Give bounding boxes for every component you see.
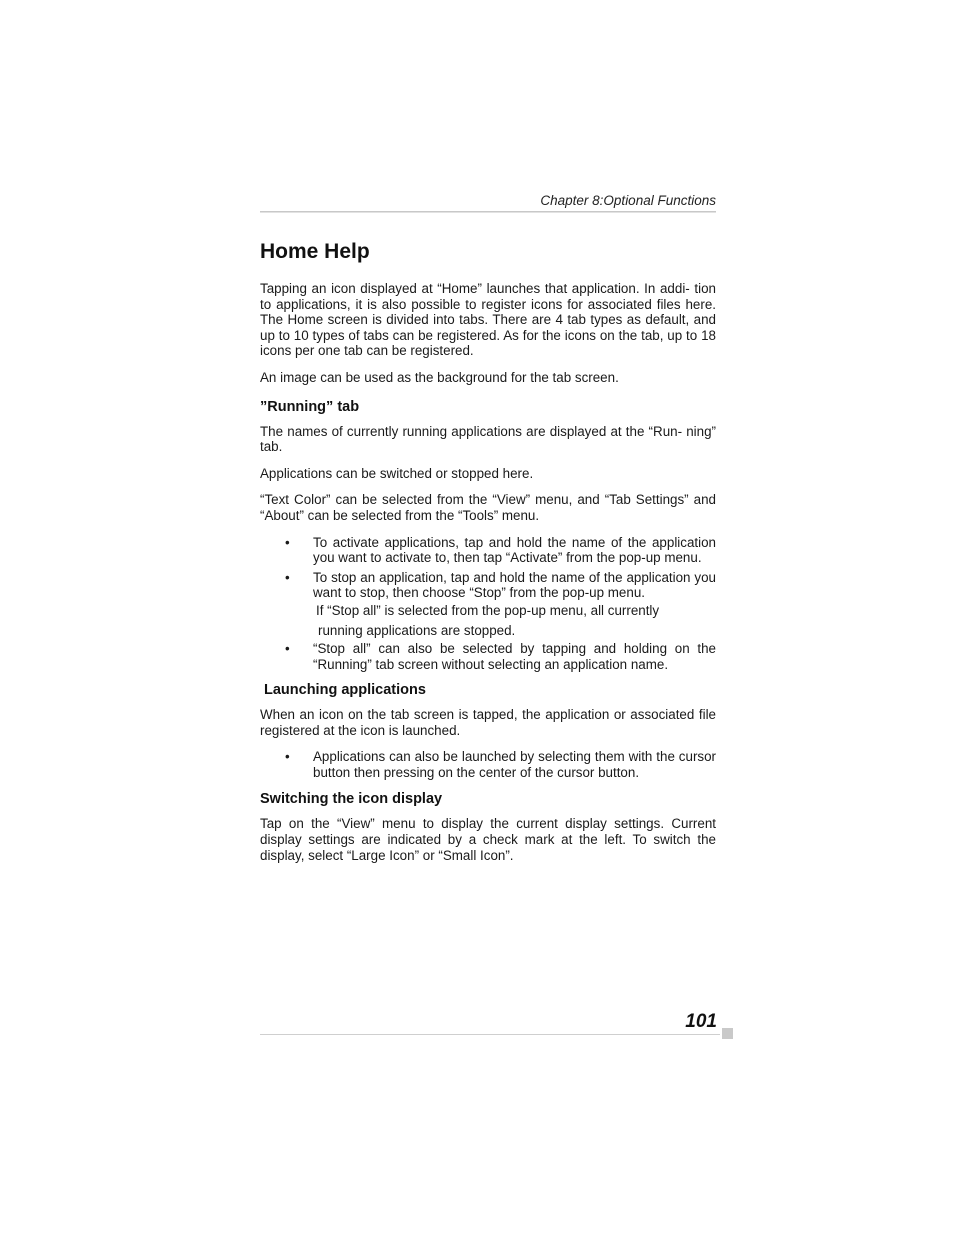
running-paragraph-1: The names of currently running applications are displayed at the “Run- ning” tab. xyxy=(260,423,716,455)
list-item xyxy=(260,641,716,672)
running-bullet-list xyxy=(260,535,716,601)
page-number: 101 xyxy=(685,1011,717,1032)
section-heading-launching: Launching applications xyxy=(264,682,426,699)
intro-paragraph-1: Tapping an icon displayed at “Home” launches that application. In addi- tion to applications, it is also possible to register icons for associated files here. The Home screen is divided into tabs. There are 4 tab types as default, and up to 10 types of tabs can be registered. As for the icons on the tab, up to 18 icons per one tab can be registered. xyxy=(260,281,716,359)
switching-paragraph: Tap on the “View” menu to display the current display settings. Current display settings are indicated by a check mark at the left. To switch the display, select “Large Icon” or “Small Icon”. xyxy=(260,816,716,863)
page-content xyxy=(260,238,716,874)
section-heading-switching: Switching the icon display xyxy=(260,791,443,808)
running-paragraph-3: “Text Color” can be selected from the “View” menu, and “Tab Settings” and “About” can be selected from the “Tools” menu. xyxy=(260,492,716,523)
running-header: Chapter 8:Optional Functions xyxy=(540,193,716,208)
bullet-icon: • xyxy=(285,640,290,656)
bullet-icon: • xyxy=(285,749,290,765)
bullet-text: “Stop all” can also be selected by tapping and holding on the “Running” tab screen without selecting an application name. xyxy=(313,640,716,672)
note-line-2: running applications are stopped. xyxy=(318,622,516,638)
running-bullet-list-2 xyxy=(260,641,716,672)
section-heading-running: ”Running” tab xyxy=(260,398,360,415)
note-line-1: If “Stop all” is selected from the pop-up menu, all currently xyxy=(316,602,660,618)
list-item xyxy=(260,535,716,566)
footer-divider xyxy=(260,1034,720,1035)
running-paragraph-2: Applications can be switched or stopped here. xyxy=(260,465,534,481)
stop-all-note xyxy=(260,601,716,641)
page-corner-marker xyxy=(722,1028,733,1039)
intro-paragraph-2: An image can be used as the background for the tab screen. xyxy=(260,369,619,385)
bullet-icon: • xyxy=(285,569,290,585)
launching-paragraph: When an icon on the tab screen is tapped, the application or associated file registered at the icon is launched. xyxy=(260,707,716,738)
bullet-text: To stop an application, tap and hold the name of the application you want to stop, then choose “Stop” from the pop-up menu. xyxy=(313,569,716,601)
bullet-text: Applications can also be launched by selecting them with the cursor button then pressing on the center of the cursor button. xyxy=(313,749,716,780)
list-item xyxy=(260,570,716,601)
bullet-icon: • xyxy=(285,534,290,550)
launching-bullet-list xyxy=(260,749,716,780)
header-divider xyxy=(260,211,716,213)
bullet-text: To activate applications, tap and hold the name of the application you want to activate to, then tap “Activate” from the pop-up menu. xyxy=(313,534,716,566)
page-title: Home Help xyxy=(260,240,370,263)
list-item xyxy=(260,749,716,780)
